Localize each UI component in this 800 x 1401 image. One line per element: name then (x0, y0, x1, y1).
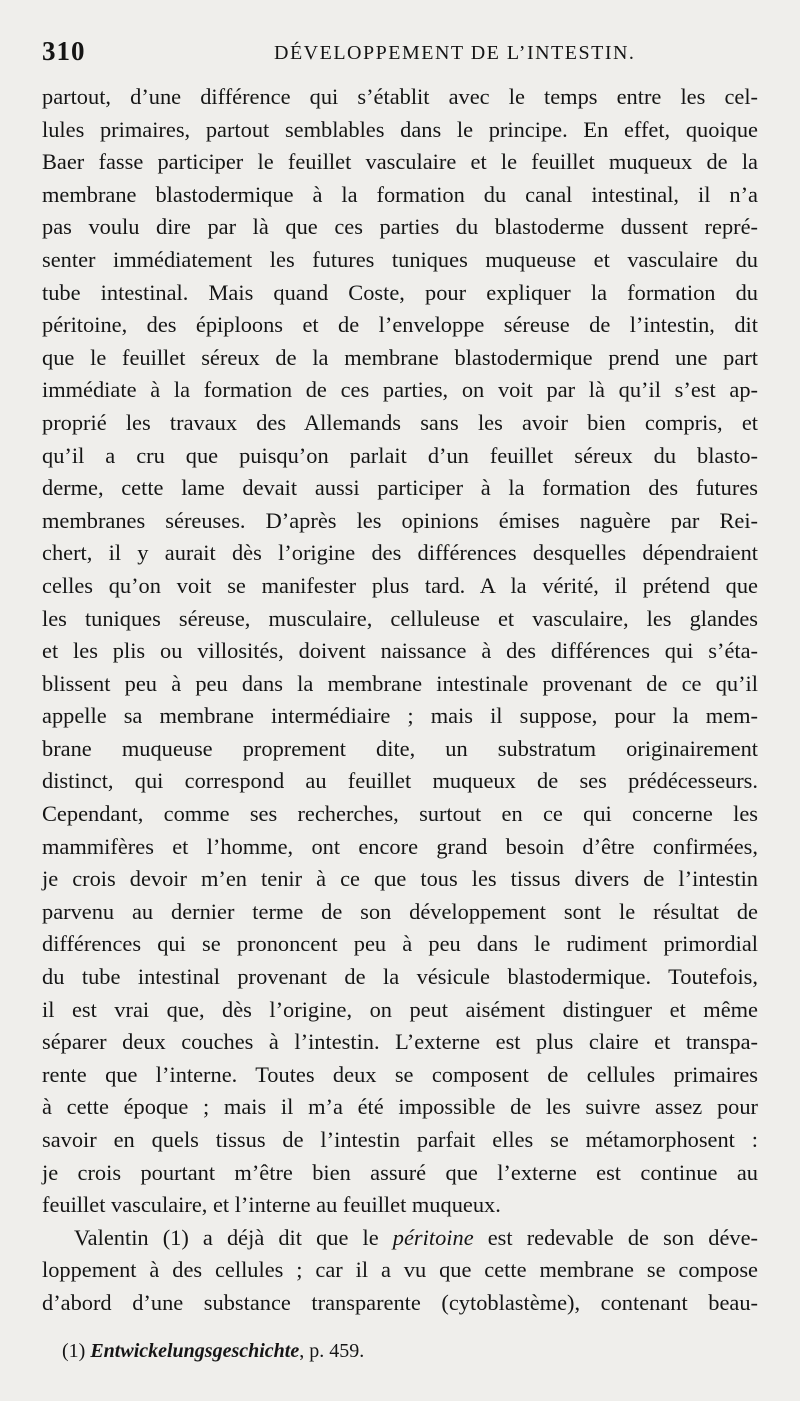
text-line: tube intestinal. Mais quand Coste, pour expliquer la formation du (42, 279, 758, 305)
text-line: Valentin (1) a déjà dit que le péritoine est redevable de son déve- (74, 1224, 758, 1250)
text-line: les tuniques séreuse, musculaire, celluleuse et vasculaire, les glandes (42, 605, 758, 631)
page-header (42, 36, 758, 76)
text-line: Cependant, comme ses recherches, surtout en ce qui concerne les (42, 801, 758, 827)
text-line: péritoine, des épiploons et de l’enveloppe séreuse de l’intestin, dit (42, 312, 758, 338)
text-line: savoir en quels tissus de l’intestin parfait elles se métamorphosent : (42, 1127, 758, 1152)
text-line: Baer fasse participer le feuillet vasculaire et le feuillet muqueux de la (42, 149, 758, 175)
text-line: appelle sa membrane intermédiaire ; mais il suppose, pour la mem- (42, 703, 758, 729)
running-head: DÉVELOPPEMENT DE L’INTESTIN. (274, 42, 636, 64)
text-line: immédiate à la formation de ces parties, on voit par là qu’il s’est ap- (42, 377, 758, 403)
text-line: qu’il a cru que puisqu’on parlait d’un feuillet séreux du blasto- (42, 442, 758, 468)
text-line: brane muqueuse proprement dite, un substratum originairement (42, 735, 758, 761)
text-line: membranes séreuses. D’après les opinions émises naguère par Rei- (42, 507, 758, 533)
text-line: d’abord d’une substance transparente (cytoblastème), contenant beau- (42, 1289, 758, 1315)
text-line: partout, d’une différence qui s’établit avec le temps entre les cel- (42, 84, 758, 109)
text-line: lules primaires, partout semblables dans le principe. En effet, quoique (42, 116, 758, 142)
text-line: proprié les travaux des Allemands sans les avoir bien compris, et (42, 409, 758, 435)
paragraph-1 (42, 81, 758, 1222)
footnote (62, 1340, 364, 1363)
text-line: celles qu’on voit se manifester plus tard. A la vérité, il prétend que (42, 572, 758, 598)
paragraph-2 (42, 1222, 758, 1320)
italic-term: péritoine (392, 1224, 474, 1250)
text-line: du tube intestinal provenant de la vésicule blastodermique. Toutefois, (42, 964, 758, 990)
text-line: pas voulu dire par là que ces parties du blastoderme dussent repré- (42, 214, 758, 240)
text-line: feuillet vasculaire, et l’interne au feuillet muqueux. (42, 1192, 501, 1218)
text-line: parvenu au dernier terme de son développement sont le résultat de (42, 898, 758, 924)
text-line: blissent peu à peu dans la membrane intestinale provenant de ce qu’il (42, 670, 758, 696)
page-number: 310 (42, 36, 86, 66)
text-line: rente que l’interne. Toutes deux se composent de cellules primaires (42, 1061, 758, 1087)
footnote-rest: , p. 459. (299, 1340, 365, 1362)
text-line: senter immédiatement les futures tuniques muqueuse et vasculaire du (42, 246, 758, 272)
text-line: derme, cette lame devait aussi participer à la formation des futures (42, 475, 758, 501)
footnote-title: Entwickelungsgeschichte (90, 1340, 300, 1362)
text-line: et les plis ou villosités, doivent naissance à des différences qui s’éta- (42, 638, 758, 664)
text-line: à cette époque ; mais il m’a été impossible de les suivre assez pour (42, 1094, 758, 1120)
text-line: membrane blastodermique à la formation du canal intestinal, il n’a (42, 181, 758, 207)
text-line: mammifères et l’homme, ont encore grand besoin d’être confirmées, (42, 833, 758, 859)
text-line: je crois devoir m’en tenir à ce que tous les tissus divers de l’intestin (42, 866, 758, 892)
text-line: loppement à des cellules ; car il a vu que cette membrane se compose (42, 1257, 758, 1283)
text-line: séparer deux couches à l’intestin. L’externe est plus claire et transpa- (42, 1029, 758, 1055)
text-line: chert, il y aurait dès l’origine des différences desquelles dépendraient (42, 540, 758, 566)
body-text (42, 81, 758, 1320)
text-line: il est vrai que, dès l’origine, on peut aisément distinguer et même (42, 996, 758, 1022)
text-line: que le feuillet séreux de la membrane blastodermique prend une part (42, 344, 758, 370)
text-line: distinct, qui correspond au feuillet muqueux de ses prédécesseurs. (42, 768, 758, 794)
text-line: différences qui se prononcent peu à peu dans le rudiment primordial (42, 931, 758, 957)
text-line: je crois pourtant m’être bien assuré que l’externe est continue au (42, 1159, 758, 1185)
footnote-ref: (1) (62, 1340, 91, 1362)
